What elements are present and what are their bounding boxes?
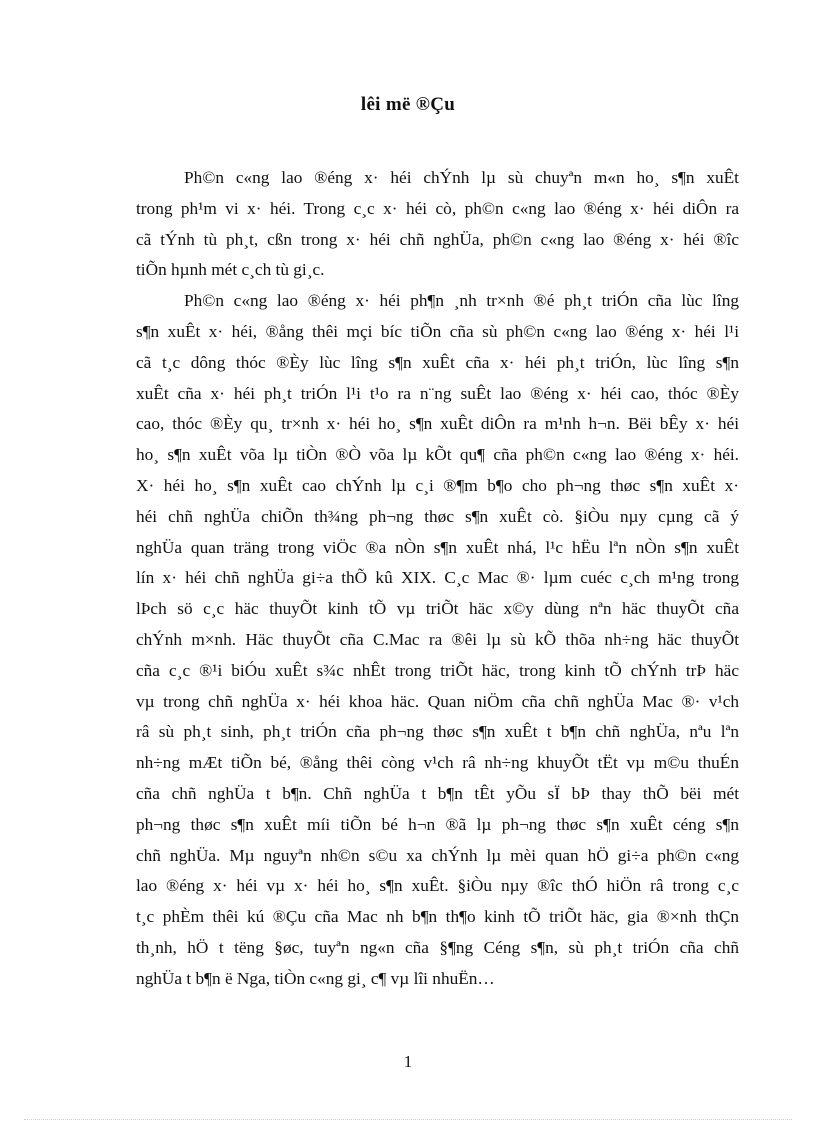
- page-title: lêi më ®Çu: [360, 94, 456, 115]
- paragraph-line: cã t¸c dông thóc ®Èy lùc lîng s¶n xuÊt cña x· héi ph¸t triÓn, lùc lîng s¶n: [136, 352, 739, 372]
- paragraph-line: cña c¸c ®¹i biÓu xuÊt s¾c nhÊt trong triÕt häc, trong kinh tÕ chÝnh trÞ häc: [136, 660, 739, 680]
- paragraph-line: vµ trong chñ nghÜa x· héi khoa häc. Quan niÖm cña chñ nghÜa Mac ®· v¹ch: [136, 691, 739, 711]
- paragraph-line: nghÜa quan träng trong viÖc ®a nÒn s¶n xuÊt nhá, l¹c hËu lªn nÒn s¶n xuÊt: [136, 537, 739, 557]
- paragraph-line: râ sù ph¸t sinh, ph¸t triÓn cña ph¬ng thøc s¶n xuÊt t b¶n chñ nghÜa, nªu lªn: [136, 722, 739, 742]
- paragraph-line: Ph©n c«ng lao ®éng x· héi ph¶n ¸nh tr×nh ®é ph¸t triÓn cña lùc lîng: [184, 291, 739, 311]
- paragraph-line: th¸nh, hÖ t tëng §øc, tuyªn ng«n cña §¶ng Céng s¶n, sù ph¸t triÓn cña chñ: [136, 937, 739, 957]
- paragraph-line: cã tÝnh tù ph¸t, cßn trong x· héi chñ nghÜa, ph©n c«ng lao ®éng x· héi ®îc: [136, 229, 739, 249]
- paragraph-line: cao, thóc ®Èy qu¸ tr×nh x· héi ho¸ s¶n xuÊt diÔn ra m¹nh h¬n. Bëi bÊy x· héi: [136, 414, 739, 434]
- paragraph-line: Ph©n c«ng lao ®éng x· héi chÝnh lµ sù chuyªn m«n ho¸ s¶n xuÊt: [184, 168, 739, 187]
- paragraph-line: cña chñ nghÜa t b¶n. Chñ nghÜa t b¶n tÊt yÕu sÏ bÞ thay thÕ bëi mét: [136, 783, 739, 803]
- paragraph-line: tiÕn hµnh mét c¸ch tù gi¸c.: [136, 260, 325, 280]
- paragraph-line: ph¬ng thøc s¶n xuÊt míi tiÕn bé h¬n ®ã lµ ph¬ng thøc s¶n xuÊt céng s¶n: [136, 814, 739, 834]
- paragraph-line: chÝnh m×nh. Häc thuyÕt cña C.Mac ra ®êi lµ sù kÕ thõa nh÷ng häc thuyÕt: [136, 629, 739, 649]
- paragraph-line: trong ph¹m vi x· héi. Trong c¸c x· héi cò, ph©n c«ng lao ®éng x· héi diÔn ra: [136, 198, 739, 218]
- paragraph-line: ho¸ s¶n xuÊt võa lµ tiÒn ®Ò võa lµ kÕt qu¶ cña ph©n c«ng lao ®éng x· héi.: [136, 445, 739, 465]
- paragraph-line: s¶n xuÊt x· héi, ®ång thêi mçi bíc tiÕn cña sù ph©n c«ng lao ®éng x· héi l¹i: [136, 321, 739, 341]
- paragraph-line: lín x· héi chñ nghÜa gi÷a thÕ kû XIX. C¸c Mac ®· lµm cuéc c¸ch m¹ng trong: [136, 568, 739, 588]
- paragraph-line: t¸c phÈm thêi kú ®Çu cña Mac nh b¶n th¶o kinh tÕ triÕt häc, gia ®×nh thÇn: [136, 907, 739, 927]
- paragraph-line: xuÊt cña x· héi ph¸t triÓn l¹i t¹o ra n¨ng suÊt lao ®éng x· héi cao, thóc ®Èy: [136, 383, 739, 403]
- body-text: [136, 163, 739, 995]
- paragraph-line: chñ nghÜa. Mµ nguyªn nh©n s©u xa chÝnh lµ mèi quan hÖ gi÷a ph©n c«ng: [136, 845, 739, 865]
- paragraph-line: X· héi ho¸ s¶n xuÊt cao chÝnh lµ c¸i ®¶m b¶o cho ph¬ng thøc s¶n xuÊt x·: [136, 475, 739, 495]
- paragraph-line: lÞch sö c¸c häc thuyÕt kinh tÕ vµ triÕt häc x©y dùng nªn häc thuyÕt cña: [136, 599, 739, 619]
- paragraph-line: nh÷ng mÆt tiÕn bé, ®ång thêi còng v¹ch râ nh÷ng khuyÕt tËt vµ m©u thuÉn: [136, 753, 739, 773]
- paragraph-line: nghÜa t b¶n ë Nga, tiÒn c«ng gi¸ c¶ vµ lîi nhuËn…: [136, 968, 495, 988]
- page-bottom-divider: [24, 1119, 792, 1120]
- page-number: 1: [403, 1052, 413, 1071]
- paragraph-line: lao ®éng x· héi vµ x· héi ho¸ s¶n xuÊt. §iÒu nµy ®îc thÓ hiÖn râ trong c¸c: [136, 876, 739, 896]
- paragraph-line: héi chñ nghÜa chiÕn th¾ng ph¬ng thøc s¶n xuÊt cò. §iÒu nµy cµng cã ý: [136, 506, 739, 526]
